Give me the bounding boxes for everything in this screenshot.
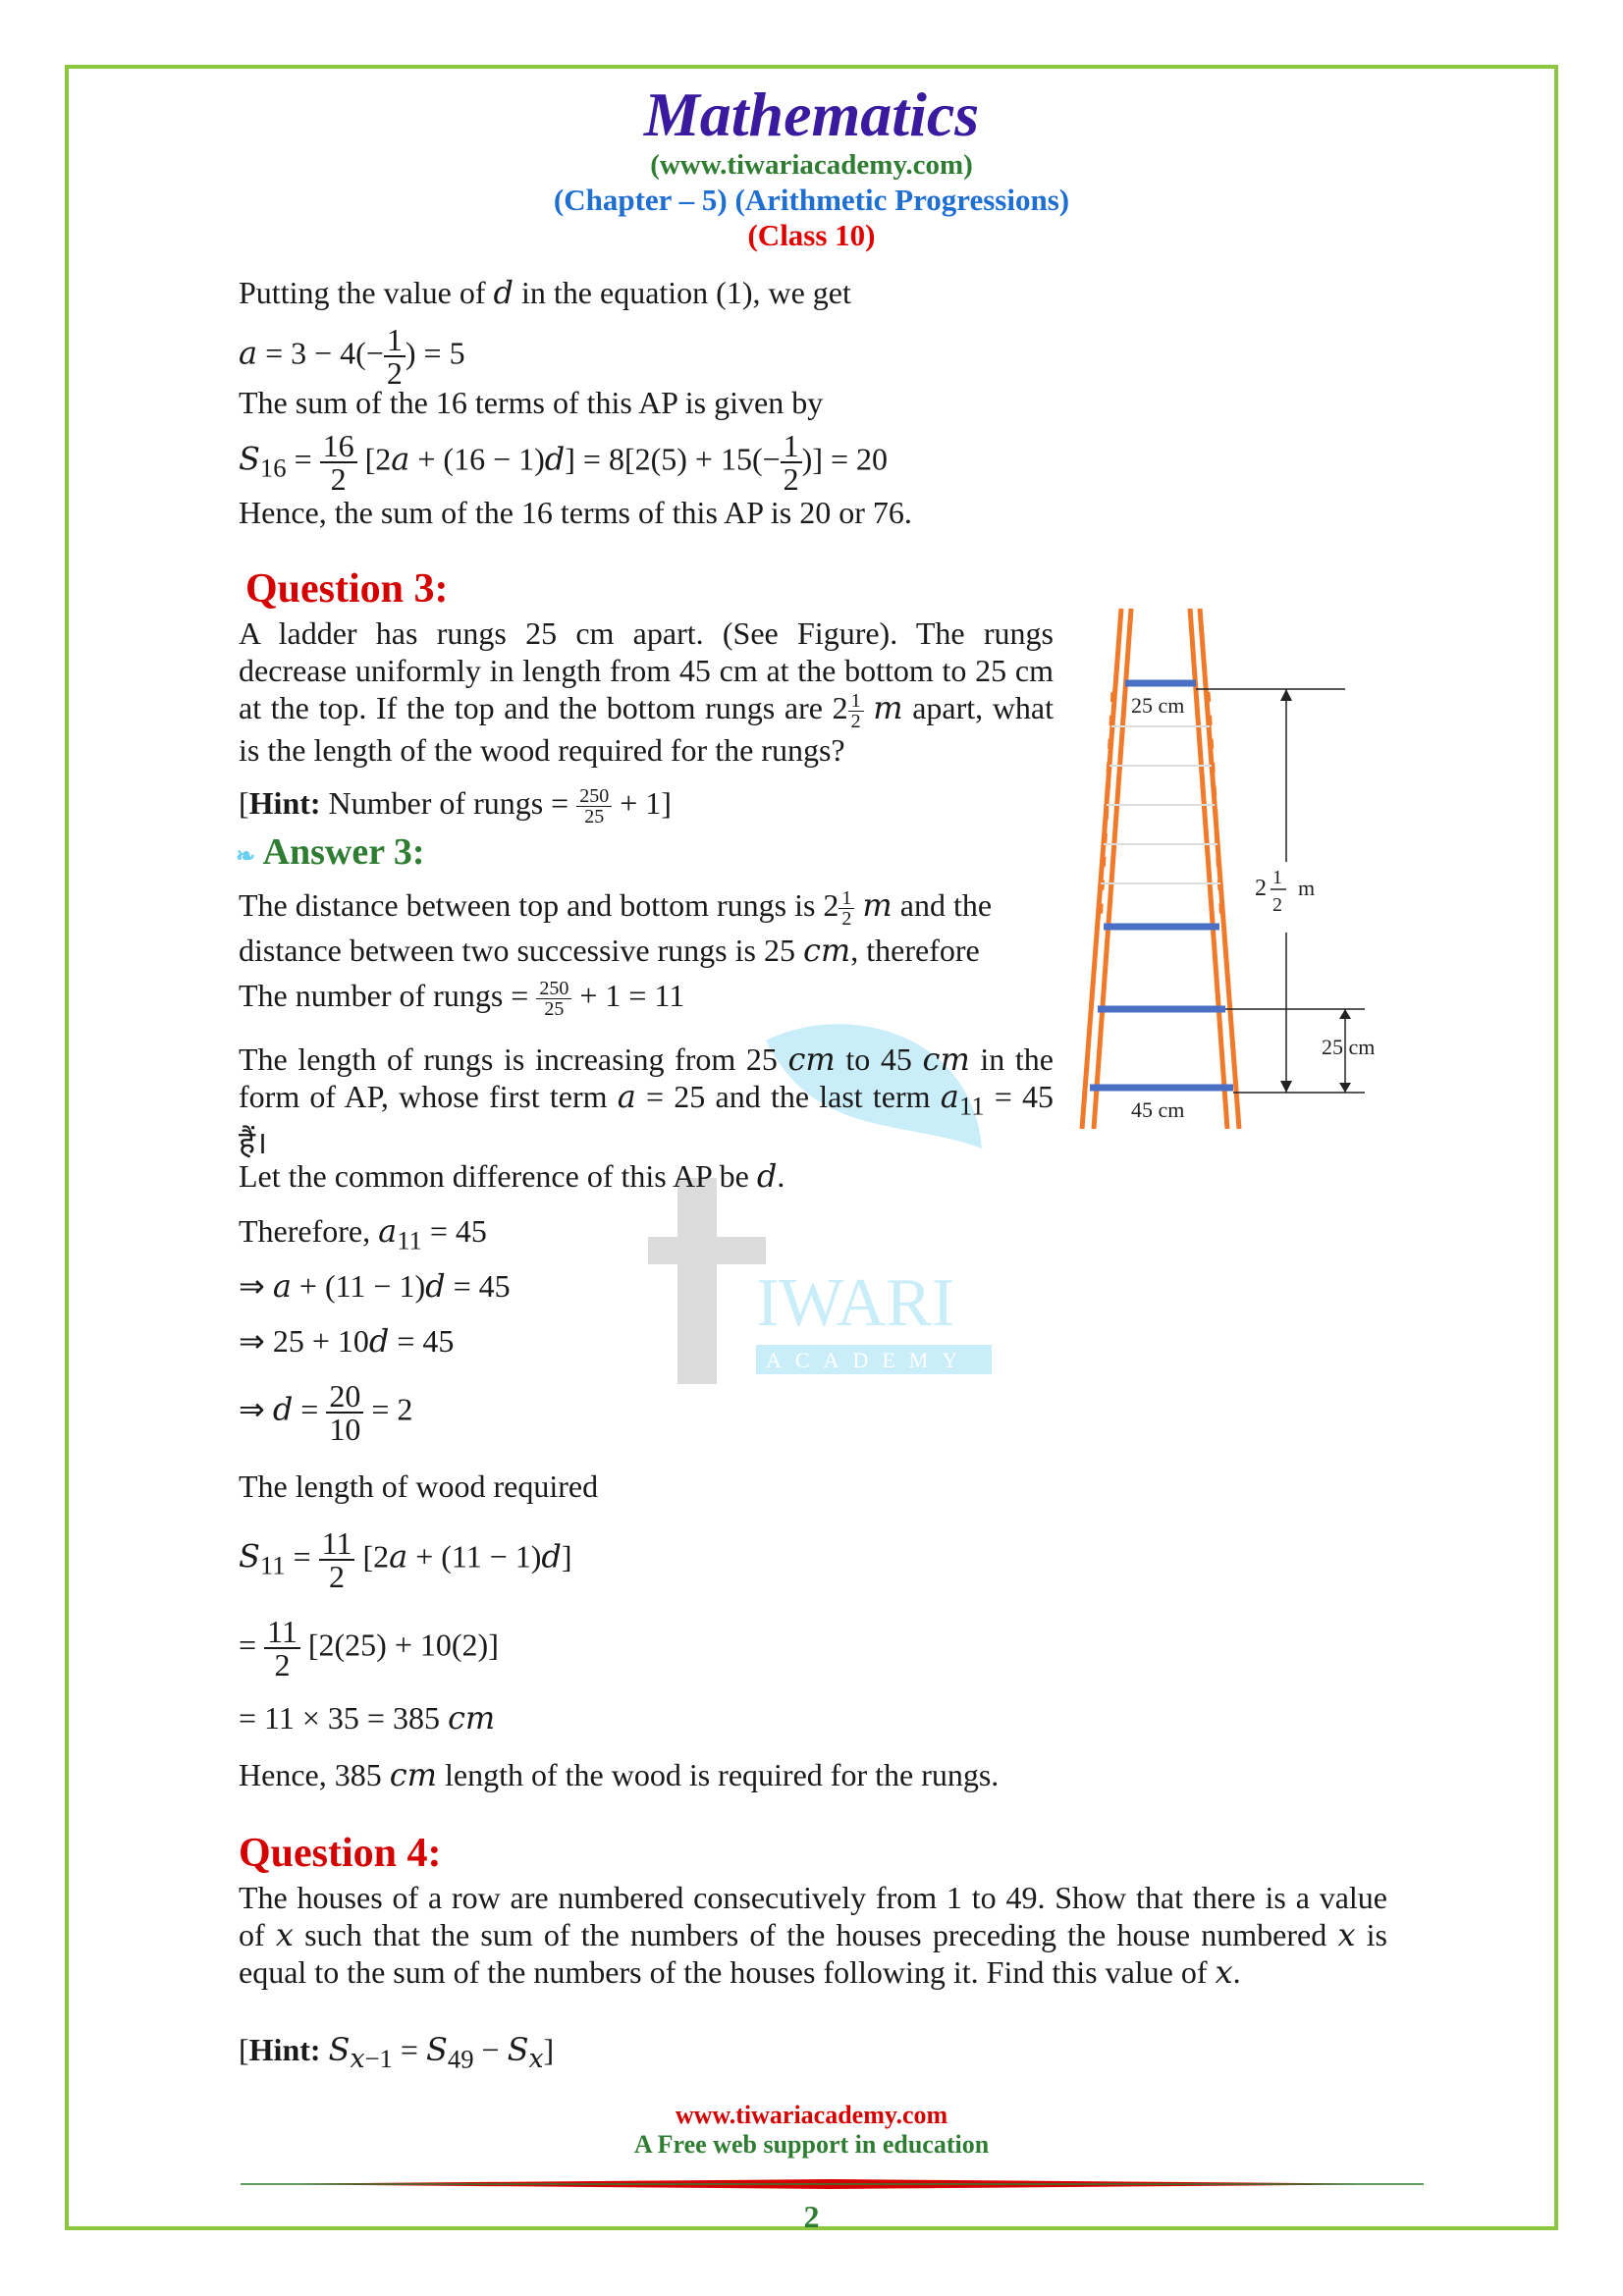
question-3-hint: [Hint: Number of rungs = $\frac{250}{25}$ + 1] xyxy=(239,785,672,828)
a3-line-12: = $\frac{11}{2}$ [2(25) + 10(2)] xyxy=(239,1614,499,1682)
figure-height-whole: 2 xyxy=(1255,876,1267,901)
a3-line-2: distance between two successive rungs is 25 cm, therefore xyxy=(239,932,980,969)
figure-gap-label: 25 cm xyxy=(1322,1035,1376,1059)
figure-top-label: 25 cm xyxy=(1131,693,1185,718)
question-3-text: A ladder has rungs 25 cm apart. (See Figure). The rungs decrease uniformly in length from 45 cm at the bottom to 25 cm at the top. If the top and the bottom rungs are 2 $\frac{1}{2}$ m apart, what is the length of the wood required for the rungs? xyxy=(239,615,1055,769)
figure-bottom-label: 45 cm xyxy=(1131,1097,1185,1122)
q2-line-4: $S_{16}$ = $\frac{16}{2}$ [2a + (16 − 1)d] = 8[2(5) + 15(− $\frac{1}{2}$ )] = 20 xyxy=(239,428,889,497)
page-number: 2 xyxy=(803,2199,820,2234)
question-4-heading: Question 4: xyxy=(239,1831,442,1876)
answer-3-heading: ❧ Answer 3: xyxy=(236,831,425,873)
header-site: (www.tiwariacademy.com) xyxy=(650,149,973,181)
a3-line-1: The distance between top and bottom rungs is 2 $\frac{1}{2}$ m and the xyxy=(239,886,993,931)
page-title: Mathematics xyxy=(643,80,980,149)
a3-line-9: ⇒ d = $\frac{20}{10}$ = 2 xyxy=(239,1378,413,1447)
footer-divider xyxy=(241,2177,1424,2191)
watermark-word: IWARI xyxy=(756,1265,955,1341)
a3-line-3: The number of rungs = $\frac{250}{25}$ + 1 = 11 xyxy=(239,978,685,1021)
a3-line-7: ⇒ a + (11 − 1)d = 45 xyxy=(239,1267,511,1305)
a3-line-14: Hence, 385 cm length of the wood is required for the rungs. xyxy=(239,1756,1000,1793)
figure-height-num: 1 xyxy=(1272,867,1282,888)
a3-line-10: The length of wood required xyxy=(239,1468,599,1504)
header-class: (Class 10) xyxy=(747,218,876,252)
q2-line-3: The sum of the 16 terms of this AP is given by xyxy=(239,385,824,420)
question-4-hint: [Hint: $S_{x-1} = S_{49} - S_x$] xyxy=(239,2031,555,2075)
answer-icon: ❧ xyxy=(236,844,256,870)
a3-line-13: = 11 × 35 = 385 cm xyxy=(239,1699,496,1736)
q2-line-5: Hence, the sum of the 16 terms of this AP is 20 or 76. xyxy=(239,495,912,530)
a3-line-6: Therefore, $a_{11} = 45$ xyxy=(239,1212,487,1255)
ladder-figure xyxy=(1070,599,1404,1148)
q2-line-2: a = 3 − 4(− $\frac{1}{2}$ ) = 5 xyxy=(239,322,465,391)
a3-line-4: The length of rungs is increasing from 25 cm to 45 cm in the form of AP, whose first term a = 25 and the last term $a_{11} = 45$ हैं। xyxy=(239,1041,1055,1161)
question-4-text: The houses of a row are numbered consecutively from 1 to 49. Show that there is a value of x such that the sum of the numbers of the houses preceding the house numbered x is equal to the sum of the numbers of the houses following it. Find this value of x. xyxy=(239,1880,1388,1991)
a3-line-8: ⇒ 25 + 10d = 45 xyxy=(239,1322,455,1360)
figure-height-den: 2 xyxy=(1272,894,1282,916)
figure-height-unit: m xyxy=(1298,876,1316,900)
footer-site: www.tiwariacademy.com xyxy=(675,2101,948,2129)
watermark-sub: ACADEMY xyxy=(766,1348,972,1372)
a3-line-11: $S_{11}$ = $\frac{11}{2}$ [2a + (11 − 1)d] xyxy=(239,1525,572,1594)
a3-line-5: Let the common difference of this AP be d. xyxy=(239,1157,785,1195)
q2-line-1: Putting the value of d in the equation (1), we get xyxy=(239,274,851,311)
header-chapter: (Chapter – 5) (Arithmetic Progressions) xyxy=(553,183,1070,217)
question-3-heading: Question 3: xyxy=(245,566,449,612)
footer-tagline: A Free web support in education xyxy=(633,2130,990,2159)
